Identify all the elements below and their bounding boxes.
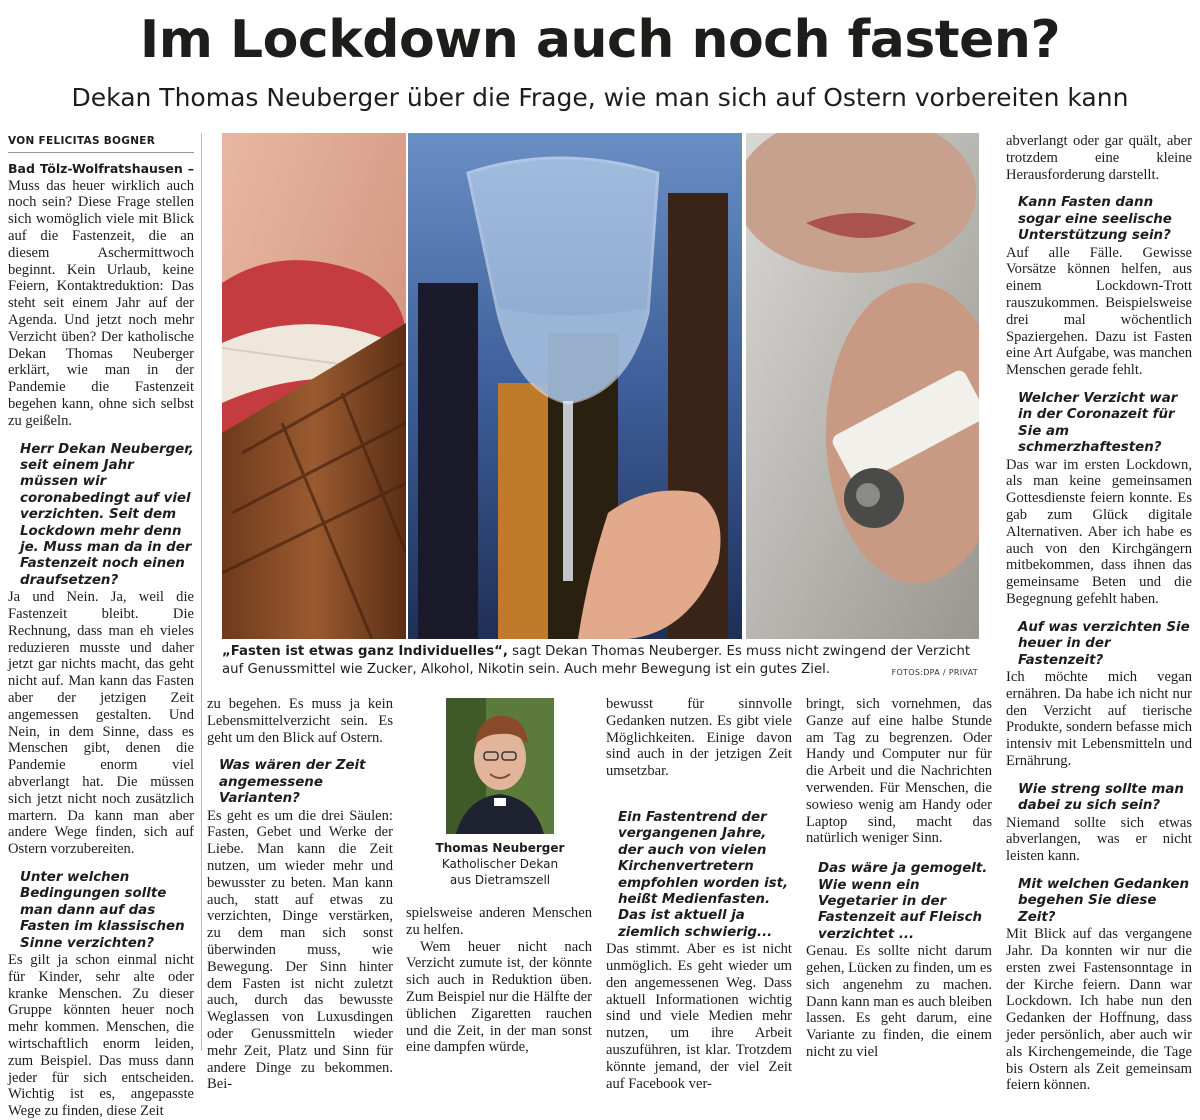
answer-10: Mit Blick auf das vergangene Jahr. Da konnten wir nur die ersten zwei Fastensonntage in der Kirche feiern. Dann war Lockdown. Ich habe nun den Gedanken der Hoffnung, dass jeder persönlich, aber auch wir als Kirchengemeinde, die Tage bis Ostern als Zeit gemeinsam feiern können. bbox=[1006, 926, 1192, 1094]
column-4 bbox=[606, 696, 792, 1092]
byline: VON FELICITAS BOGNER bbox=[8, 133, 194, 153]
cigarette-photo bbox=[746, 133, 979, 639]
answer-3b: Wem heuer nicht nach Verzicht zumute ist, der könnte sich auch in Reduktion üben. Zum Beispiel nur die Hälfte der üblichen Zigaretten rauchen und die Zeit, in der man sonst eine dampfen würde, bbox=[406, 938, 593, 1056]
column-6 bbox=[1006, 133, 1192, 1094]
column-2 bbox=[207, 696, 393, 1093]
portrait-photo bbox=[446, 698, 554, 834]
answer-2: Es gilt ja schon einmal nicht für Kinder, sehr alte oder kranke Menschen. Zu dieser Gruppe könnten heuer noch mehr kommen. Menschen, die wirtschaftlich enorm leiden, zum Beispiel. Das muss dann jeder für sich entscheiden. Wichtig ist es, angepasste Wege zu finden, diese Zeit bbox=[8, 951, 194, 1120]
dateline: Bad Tölz-Wolfratshausen – bbox=[8, 160, 194, 176]
caption-quote: „Fasten ist etwas ganz Individuelles“, bbox=[222, 644, 508, 659]
cigarette-image bbox=[746, 133, 979, 639]
portrait-place: aus Dietramszell bbox=[449, 873, 551, 887]
answer-3: Es geht es um die drei Säulen: Fasten, Gebet und Werke der Liebe. Man kann die Zeit nutzen, um wieder mehr und bewusster zu beten. Man kann auch, statt auf etwas zu verzichten, Dinge verstärken, zu dem man sich sonst überwinden muss, wie Bewegung. Der Sinn hinter dem Fasten ist nicht zuletzt auch, durch das bewusste Weglassen von Luxusdingen oder Genussmitteln wieder mehr Zeit, Platz und Sinn für andere Dinge zu bekommen. Bei- bbox=[207, 807, 393, 1093]
glass-photo bbox=[408, 133, 742, 639]
question-10: Mit welchen Gedanken begehen Sie diese Zeit? bbox=[1018, 876, 1190, 925]
glass-image bbox=[408, 133, 742, 639]
question-2: Unter welchen Bedingungen sollte man dann auf das Fasten im klassischen Sinne verzichten? bbox=[20, 869, 185, 951]
subheadline: Dekan Thomas Neuberger über die Frage, wie man sich auf Ostern vorbereiten kann bbox=[71, 83, 1129, 112]
caption-text: sagt Dekan Thomas Neuberger. Es muss nicht zwingend der Verzicht auf Genussmittel wie Zucker, Alkohol, Nikotin sein. Auch mehr Bewegung ist ein gutes Ziel. bbox=[222, 644, 971, 677]
question-4: Ein Fastentrend der vergangenen Jahre, der auch von vielen Kirchenvertretern empfohlen worden ist, heißt Medienfasten. Das ist aktuell ja ziemlich schwierig... bbox=[618, 809, 789, 940]
question-6: Kann Fasten dann sogar eine seelische Unterstützung sein? bbox=[1018, 195, 1172, 244]
answer-4: Das stimmt. Aber es ist nicht unmöglich. Es geht wieder um den angemessenen Weg. Dass aktuell Informationen wichtig sind und viele Medien mehr nutzen, um ihre Arbeit auszuführen, ist klar. Trotzdem könnte jemand, der viel Zeit auf Facebook ver- bbox=[606, 941, 792, 1092]
question-9: Wie streng sollte man dabei zu sich sein? bbox=[1018, 781, 1184, 814]
column-3 bbox=[406, 905, 592, 1056]
answer-3-continued: spielsweise anderen Menschen zu helfen. bbox=[406, 905, 592, 938]
chocolate-photo bbox=[222, 133, 406, 639]
answer-7: Das war im ersten Lockdown, als man keine gemeinsamen Gottesdienste feiern konnte. Es gab zum Glück digitale Alternativen. Aber ich habe es auch von den Kirchgängern mitbekommen, dass ihnen das gemeinsame Beten und die Begegnung gefehlt haben. bbox=[1006, 456, 1192, 607]
answer-9: Niemand sollte sich etwas abverlangen, was er nicht leisten kann. bbox=[1006, 814, 1192, 865]
answer-8: Ich möchte mich vegan ernähren. Da habe ich nicht nur den Verzicht auf tierische Produkte, sondern befasse mich intensiv mit Lebensmitteln und Ernährung. bbox=[1006, 669, 1192, 769]
answer-3-end: bewusst für sinnvolle Gedanken nutzen. Es gibt viele Möglichkeiten. Einige davon sind auch in der jetzigen Zeit umsetzbar. bbox=[606, 696, 792, 780]
portrait-name: Thomas Neuberger bbox=[435, 841, 565, 855]
answer-6: Auf alle Fälle. Gewisse Vorsätze können helfen, aus einem Lockdown-Trott rauszukommen. Beispielsweise drei mal wöchentlich Spaziergehen. Dazu ist Fasten eine Art Aufgabe, was manchen Menschen gerade fehlt. bbox=[1006, 244, 1193, 379]
question-1: Herr Dekan Neuberger, seit einem Jahr müssen wir coronabedingt auf viel verzichten. Seit dem Lockdown mehr denn je. Muss man da in der Fastenzeit noch einen draufsetzen? bbox=[20, 441, 194, 588]
portrait-caption bbox=[410, 840, 590, 888]
column-rule bbox=[201, 133, 202, 1051]
photo-caption bbox=[222, 643, 982, 679]
question-3: Was wären der Zeit angemessene Varianten? bbox=[219, 758, 366, 807]
headline: Im Lockdown auch noch fasten? bbox=[139, 10, 1061, 70]
answer-2-continued: zu begehen. Es muss ja kein Lebensmittelverzicht sein. Es geht um den Blick auf Ostern. bbox=[207, 696, 393, 746]
intro-text: Muss das heuer wirklich auch noch sein? Diese Frage stellen sich womöglich viele mit Blick auf die Fastenzeit, die an diesem Aschermittwoch beginnt. Kein Urlaub, keine Feiern, Kontaktreduktion: Das steht seit einem Jahr auf der Agenda. Und jetzt noch mehr Verzicht üben? Der katholische Dekan Thomas Neuberger erklärt, wie man in der Pandemie die Fastenzeit begehen kann, ohne sich selbst zu geißeln. bbox=[8, 177, 194, 429]
answer-5-continued: abverlangt oder gar quält, aber trotzdem eine kleine Herausforderung darstellt. bbox=[1006, 133, 1192, 183]
answer-4-continued: bringt, sich vornehmen, das Ganze auf eine halbe Stunde am Tag zu begrenzen. Oder Handy und Computer nur für die Arbeit und die Nachrichten verwenden. Für Menschen, die sowieso wenig am Handy oder Laptop sind, macht das natürlich weniger Sinn. bbox=[806, 696, 992, 847]
answer-1: Ja und Nein. Ja, weil die Fastenzeit bleibt. Die Rechnung, dass man eh vieles reduzieren musste und daher jetzt gar nichts macht, das geht nicht auf. Man kann das Fasten aber der jetzigen Zeit angemessen gestalten. Und Nein, in dem Sinne, dass es Menschen gibt, denen die Pandemie enorm viel abverlangt hat. Die müssen sich jetzt nicht noch zusätzlich martern. Da kann man aber andere Wege finden, sich auf Ostern vorzubereiten. bbox=[8, 589, 194, 858]
question-5: Das wäre ja gemogelt. Wie wenn ein Vegetarier in der Fastenzeit auf Fleisch verzichtet ... bbox=[818, 861, 988, 942]
answer-5: Genau. Es sollte nicht darum gehen, Lücken zu finden, um es sich angenehm zu machen. Dann kann man es auch bleiben lassen. Es geht darum, eine Variante zu finden, die einem nicht zu viel bbox=[806, 943, 993, 1060]
portrait-role: Katholischer Dekan bbox=[441, 857, 559, 871]
question-8: Auf was verzichten Sie heuer in der Fastenzeit? bbox=[1018, 619, 1190, 668]
portrait-image bbox=[446, 698, 554, 834]
chocolate-image bbox=[222, 133, 406, 639]
question-7: Welcher Verzicht war in der Coronazeit für Sie am schmerzhaftesten? bbox=[1018, 390, 1178, 456]
column-5 bbox=[806, 696, 992, 1061]
column-1 bbox=[8, 133, 194, 1120]
photo-credit: FOTOS:DPA / PRIVAT bbox=[891, 668, 978, 677]
